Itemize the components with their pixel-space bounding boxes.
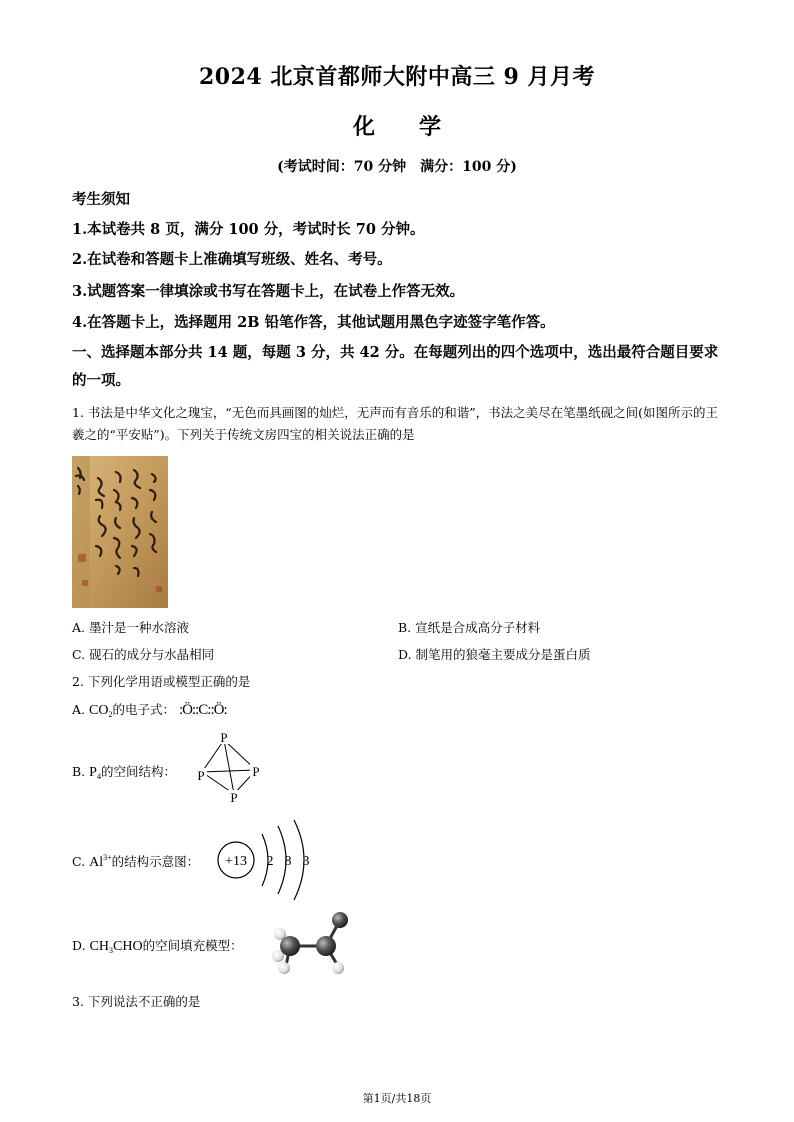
- q1-option-a: A. 墨汁是一种水溶液: [72, 620, 189, 635]
- notice-heading: 考生须知: [72, 191, 130, 208]
- notice-item: 3.试题答案一律填涂或书写在答题卡上，在试卷上作答无效。: [72, 283, 465, 300]
- co2-lewis-structure: :Ö::C::Ö:: [178, 702, 227, 718]
- q1-option-c: C. 砚石的成分与水晶相同: [72, 647, 215, 662]
- page-footer: 第1页/共18页: [362, 1092, 432, 1105]
- notice-item: 4.在答题卡上，选择题用 2B 铅笔作答，其他试题用黑色字迹签字笔作答。: [72, 314, 555, 331]
- question-3-text: 3. 下列说法不正确的是: [72, 994, 201, 1009]
- q2-option-d-label: D. $CH_3CHO$的空间填充模型：: [72, 938, 243, 955]
- page-title: 2024 北京首都师大附中高三 9 月月考: [198, 64, 596, 90]
- q2-option-b-label: B. $P_4$的空间结构：: [72, 764, 176, 781]
- nucleus-charge: +13: [225, 854, 247, 869]
- question-1-text: 1. 书法是中华文化之瑰宝，“无色而具画图的灿烂，无声而有音乐的和谐”，书法之美尽在笔墨纸砚之间(如图所示的王羲之的“平安贴”)。下列关于传统文房四宝的相关说法正确的是: [72, 405, 719, 442]
- q1-option-b: B. 宣纸是合成高分子材料: [398, 620, 541, 635]
- al-ion-structure-diagram: [216, 818, 326, 906]
- q2-option-c-label: C. $Al^{3+}$的结构示意图：: [72, 853, 200, 870]
- notice-item: 2.在试卷和答题卡上准确填写班级、姓名、考号。: [72, 251, 392, 268]
- shell-electron-count: 2: [266, 854, 274, 869]
- shell-electron-count: 3: [302, 854, 310, 869]
- shell-electron-count: 8: [284, 854, 292, 869]
- p-atom: P: [230, 790, 238, 805]
- notice-item: 1.本试卷共 8 页，满分 100 分，考试时长 70 分钟。: [72, 221, 425, 238]
- p-atom: P: [252, 764, 260, 779]
- exam-time-info: (考试时间：70 分钟 满分：100 分): [277, 159, 517, 175]
- question-2-text: 2. 下列化学用语或模型正确的是: [72, 674, 251, 689]
- section-heading: 一、选择题本部分共 14 题，每题 3 分，共 42 分。在每题列出的四个选项中，选出最符合题目要求的一项。: [72, 344, 719, 389]
- q1-option-d: D. 制笔用的狼毫主要成分是蛋白质: [398, 647, 591, 662]
- subject-title: 化 学: [352, 114, 441, 140]
- p-atom: P: [197, 768, 205, 783]
- calligraphy-image: [72, 456, 168, 608]
- q2-option-a: A. $CO_2$的电子式： :Ö::C::Ö:: [72, 702, 227, 719]
- p4-structure-diagram: [186, 728, 276, 812]
- p-atom: P: [220, 730, 228, 745]
- ch3cho-space-filling-model: [268, 908, 358, 984]
